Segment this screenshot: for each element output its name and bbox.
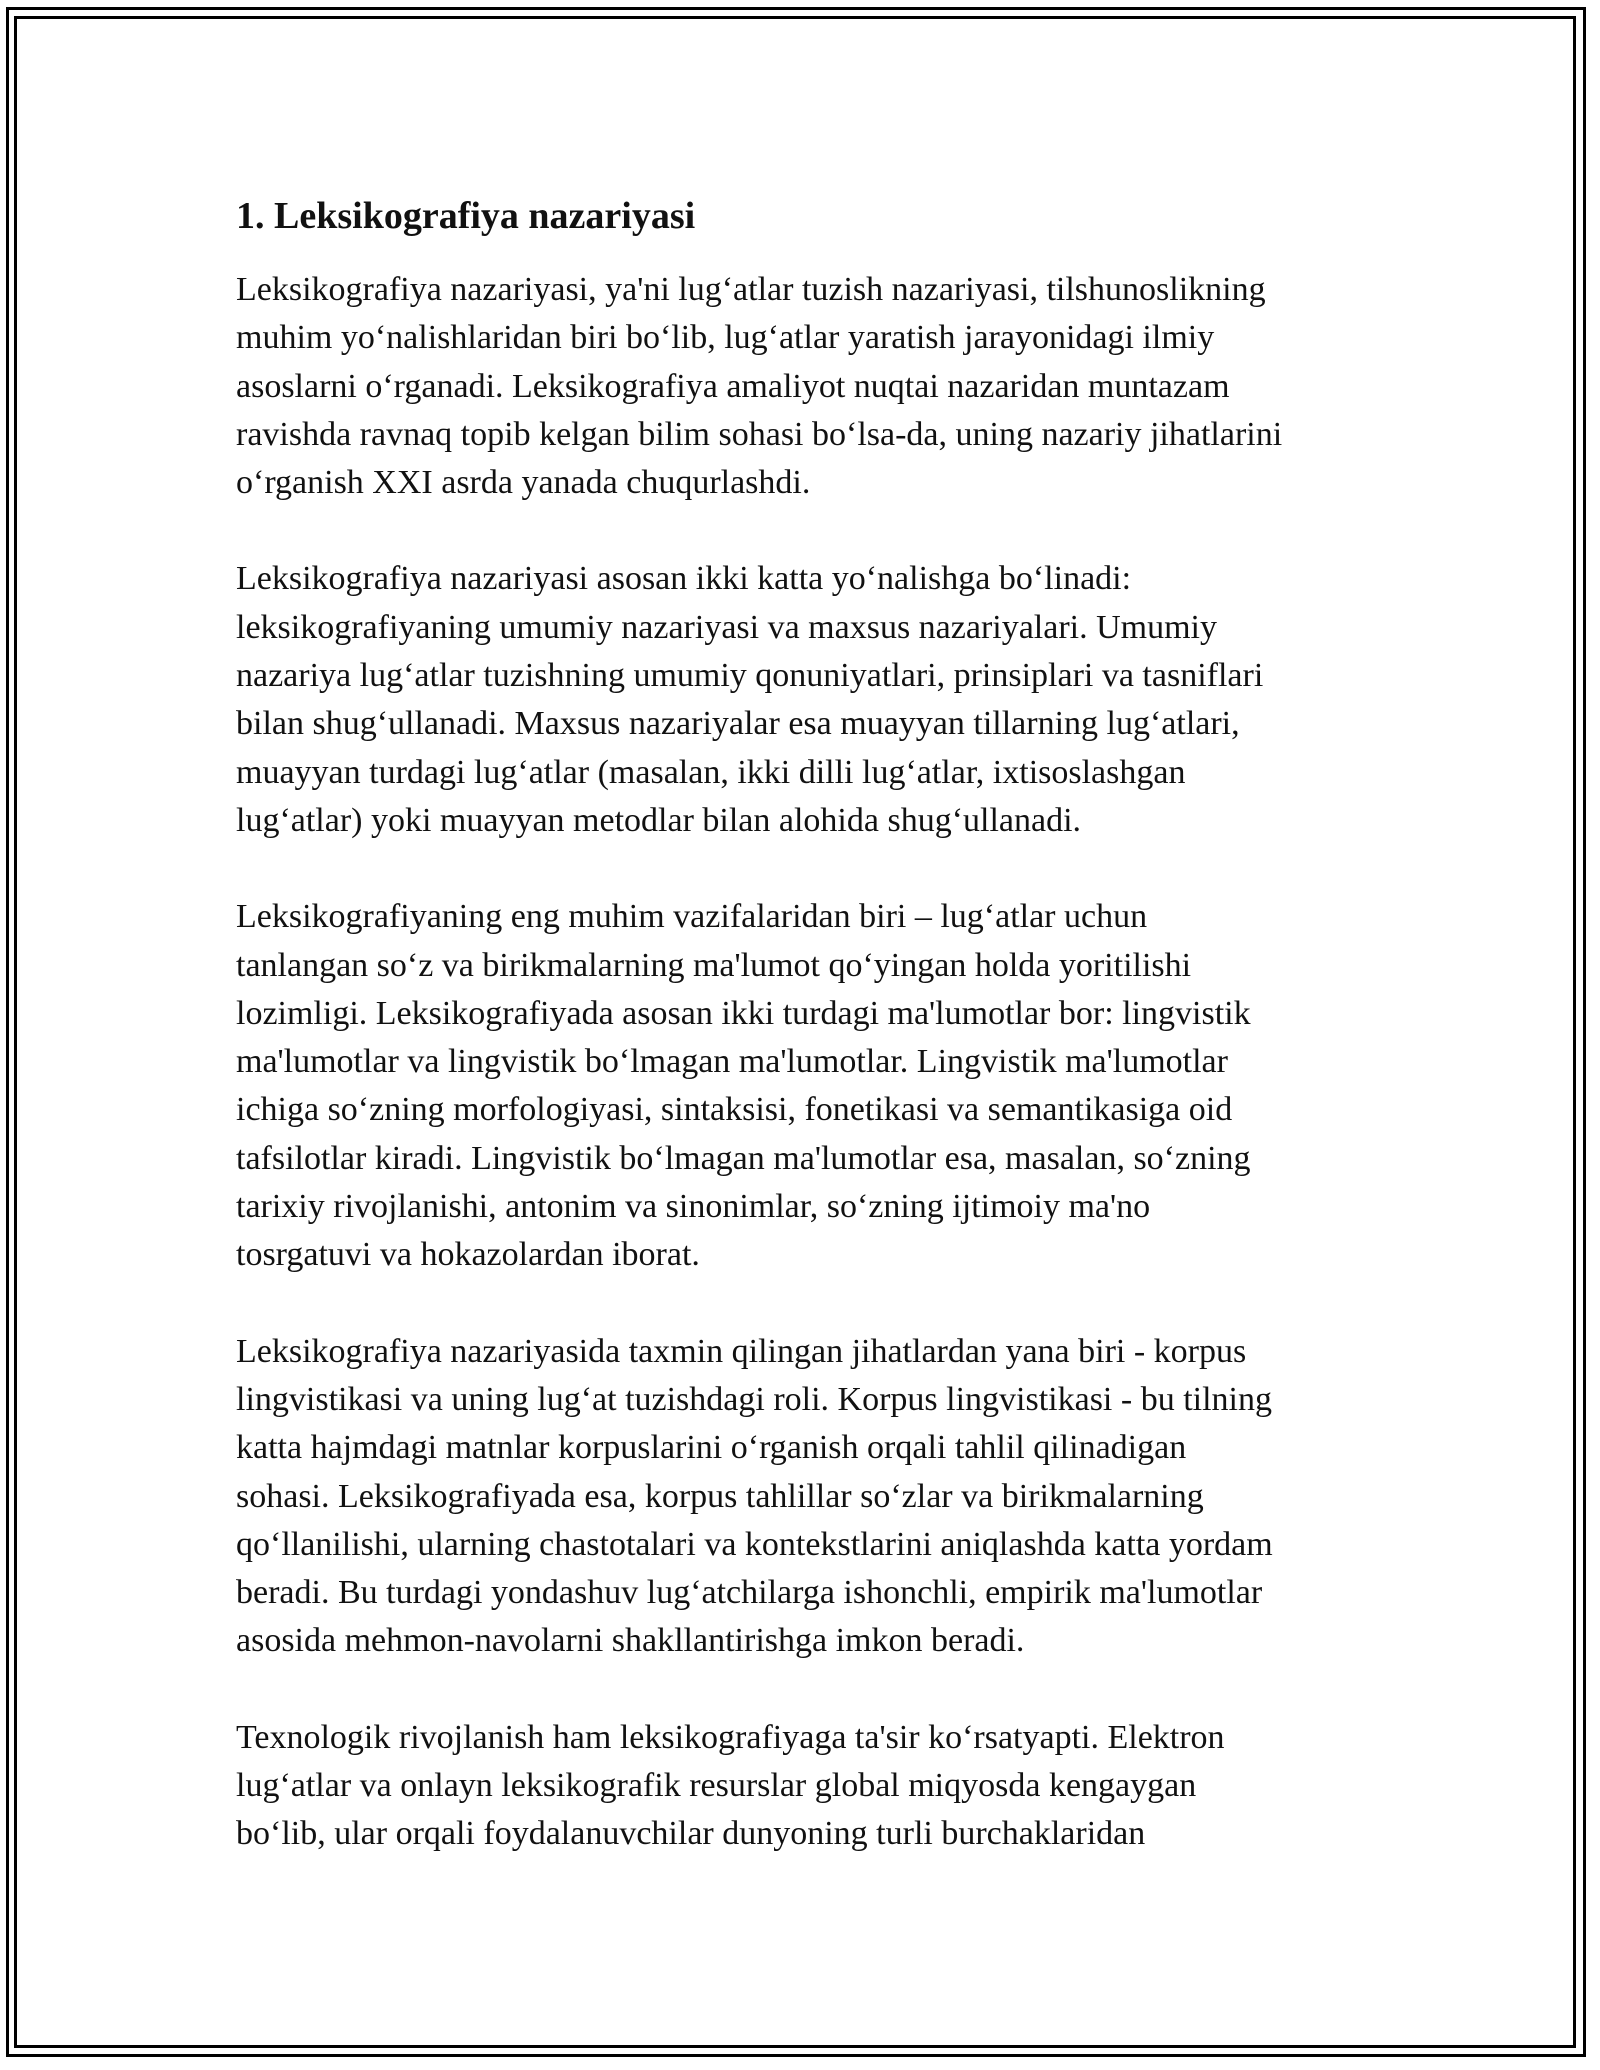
- text-line: Leksikografiya nazariyasida taxmin qilingan jihatlardan yana biri - korpus: [236, 1332, 1247, 1370]
- text-line: muhim yo‘nalishlaridan biri bo‘lib, lug‘atlar yaratish jarayonidagi ilmiy: [236, 319, 1215, 357]
- text-line: katta hajmdagi matnlar korpuslarini o‘rganish orqali tahlil qilinadigan: [236, 1429, 1187, 1467]
- text-line: lozimligi. Leksikografiyada asosan ikki turdagi ma'lumotlar bor: lingvistik: [236, 994, 1251, 1032]
- text-line: Leksikografiya nazariyasi, ya'ni lug‘atlar tuzish nazariyasi, tilshunoslikning: [236, 271, 1266, 308]
- text-line: tanlangan so‘z va birikmalarning ma'lumot qo‘yingan holda yoritilishi: [236, 946, 1192, 984]
- text-line: qo‘llanilishi, ularning chastotalari va kontekstlarini aniqlashda katta yordam: [236, 1525, 1273, 1563]
- text-line: ma'lumotlar va lingvistik bo‘lmagan ma'lumotlar. Lingvistik ma'lumotlar: [236, 1043, 1228, 1081]
- text-line: nazariya lug‘atlar tuzishning umumiy qonuniyatlari, prinsiplari va tasniflari: [236, 657, 1264, 695]
- text-line: Leksikografiya nazariyasi asosan ikki katta yo‘nalishga bo‘linadi:: [236, 560, 1132, 598]
- text-line: bilan shug‘ullanadi. Maxsus nazariyalar esa muayyan tillarning lug‘atlari,: [236, 705, 1240, 743]
- text-line: Texnologik rivojlanish ham leksikografiyaga ta'sir ko‘rsatyapti. Elektron: [236, 1718, 1225, 1756]
- text-line: o‘rganish XXI asrda yanada chuqurlashdi.: [236, 464, 811, 502]
- text-line: tafsilotlar kiradi. Lingvistik bo‘lmagan ma'lumotlar esa, masalan, so‘zning: [236, 1139, 1251, 1177]
- paragraph-3: [236, 893, 1386, 1279]
- text-line: beradi. Bu turdagi yondashuv lug‘atchilarga ishonchli, empirik ma'lumotlar: [236, 1574, 1263, 1612]
- section-heading: 1. Leksikografiya nazariyasi: [236, 195, 696, 237]
- paragraph-1: [236, 266, 1386, 507]
- paragraph-4: [236, 1328, 1386, 1666]
- text-line: tosrgatuvi va hokazolardan iborat.: [236, 1236, 700, 1274]
- text-line: leksikografiyaning umumiy nazariyasi va maxsus nazariyalari. Umumiy: [236, 608, 1218, 646]
- text-line: tarixiy rivojlanishi, antonim va sinonimlar, so‘zning ijtimoiy ma'no: [236, 1188, 1151, 1226]
- text-line: ichiga so‘zning morfologiyasi, sintaksisi, fonetikasi va semantikasiga oid: [236, 1091, 1233, 1129]
- text-line: lug‘atlar va onlayn leksikografik resurslar global miqyosda kengaygan: [236, 1767, 1197, 1805]
- text-line: asosida mehmon-navolarni shakllantirishga imkon beradi.: [236, 1622, 1025, 1660]
- text-line: Leksikografiyaning eng muhim vazifalaridan biri – lug‘atlar uchun: [236, 898, 1148, 936]
- text-line: lingvistikasi va uning lug‘at tuzishdagi roli. Korpus lingvistikasi - bu tilning: [236, 1380, 1272, 1418]
- text-line: sohasi. Leksikografiyada esa, korpus tahlillar so‘zlar va birikmalarning: [236, 1477, 1204, 1515]
- text-line: muayyan turdagi lug‘atlar (masalan, ikki dilli lug‘atlar, ixtisoslashgan: [236, 753, 1186, 791]
- paragraph-2: [236, 555, 1386, 845]
- text-line: lug‘atlar) yoki muayyan metodlar bilan alohida shug‘ullanadi.: [236, 801, 1082, 839]
- text-line: asoslarni o‘rganadi. Leksikografiya amaliyot nuqtai nazaridan muntazam: [236, 367, 1230, 405]
- document-body: [236, 188, 1386, 1907]
- text-line: ravishda ravnaq topib kelgan bilim sohasi bo‘lsa-da, uning nazariy jihatlarini: [236, 415, 1283, 453]
- paragraph-5: [236, 1714, 1386, 1859]
- text-line: bo‘lib, ular orqali foydalanuvchilar dunyoning turli burchaklaridan: [236, 1815, 1146, 1853]
